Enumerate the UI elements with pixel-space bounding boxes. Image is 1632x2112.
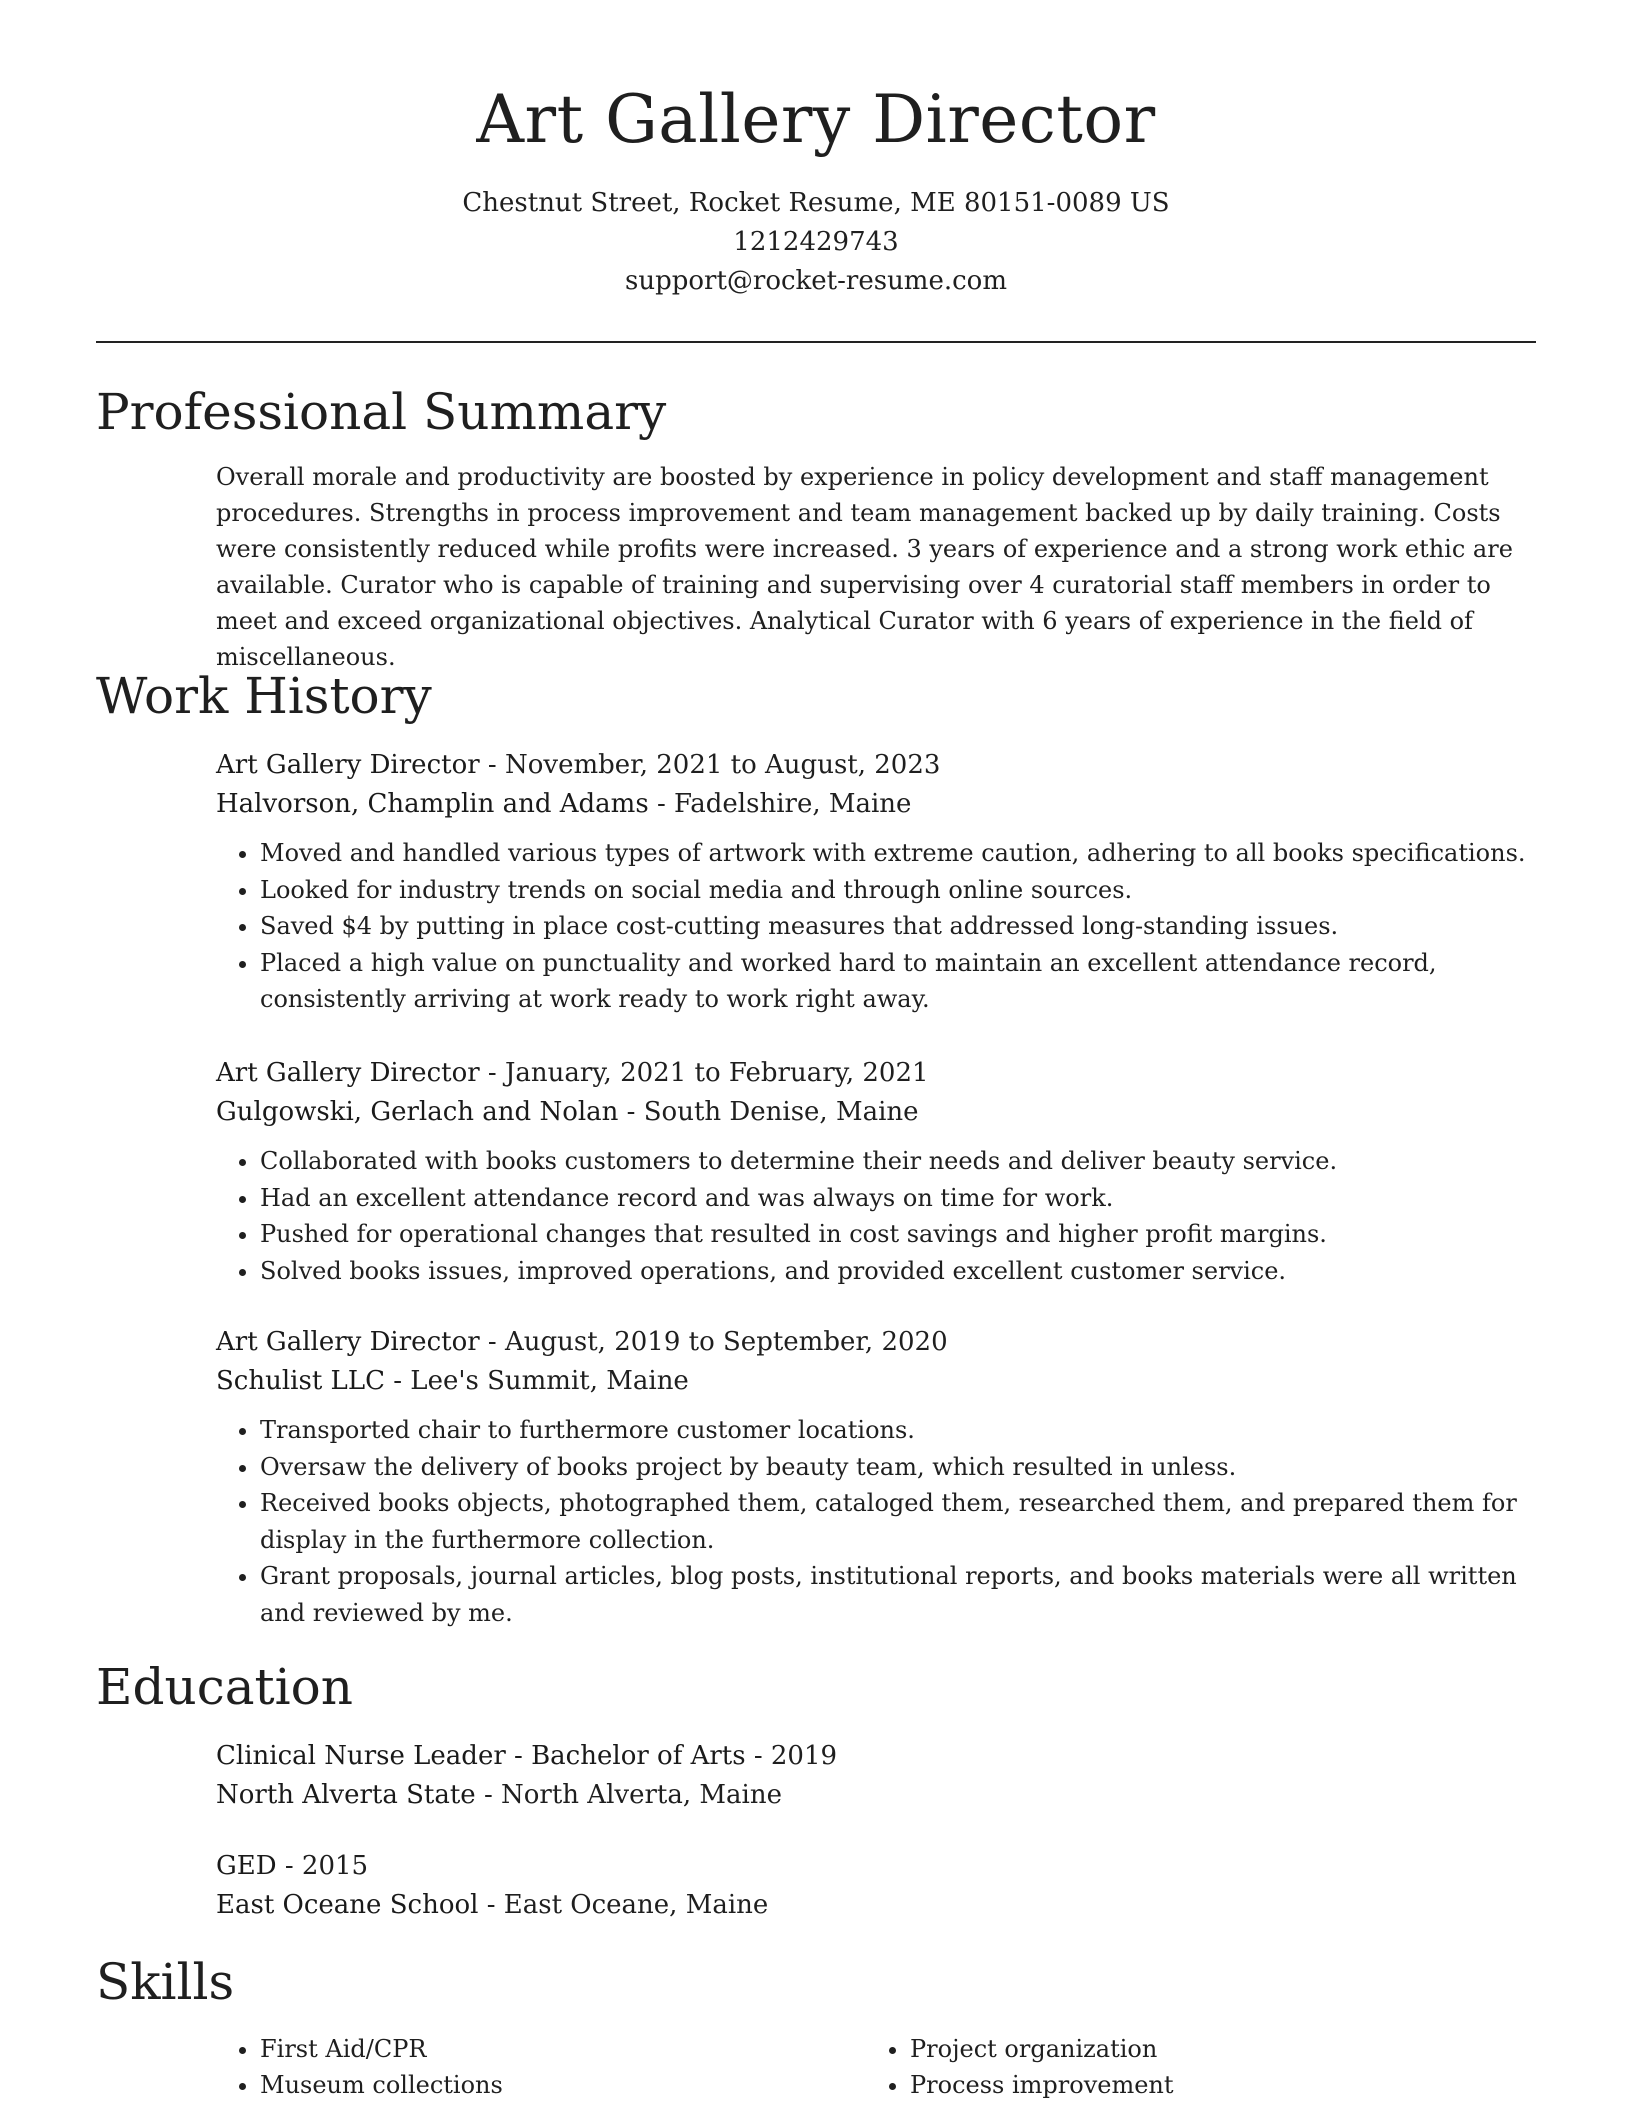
skills-list-right <box>866 2031 1174 2103</box>
section-title-summary: Professional Summary <box>96 383 667 441</box>
job-dates: - January, 2021 to February, 2021 <box>479 1058 929 1088</box>
phone-number: 1212429743 <box>733 227 899 257</box>
resume-header <box>0 78 1632 301</box>
job-location: - Lee's Summit, Maine <box>384 1366 689 1396</box>
education-school-line <box>216 1776 1536 1815</box>
job-bullets <box>216 1412 1536 1631</box>
job-company: Gulgowski, Gerlach and Nolan <box>216 1097 619 1127</box>
header-divider <box>96 341 1536 343</box>
job-company-line <box>216 785 1536 824</box>
list-item: • Saved $4 by putting in place cost-cutting measures that addressed long-standing issues. <box>260 908 1536 945</box>
skills-list-left <box>216 2031 503 2103</box>
education-school: East Oceane School <box>216 1890 479 1920</box>
education-location: - East Oceane, Maine <box>478 1890 769 1920</box>
education-school-line <box>216 1886 1536 1925</box>
education-degree-line <box>216 1847 1536 1886</box>
job-entry <box>216 1323 1536 1631</box>
job-company-line <box>216 1093 1536 1132</box>
job-location: - South Denise, Maine <box>618 1097 919 1127</box>
job-title-line <box>216 746 1536 785</box>
job-company: Schulist LLC <box>216 1366 385 1396</box>
section-title-work-history: Work History <box>96 667 432 725</box>
summary-text: Overall morale and productivity are boosted by experience in policy development and staff management procedures. Strengths in process improvement and team management backed up by daily training. Costs were consistently reduced while profits were increased. 3 years of experience and a strong work ethic are available. Curator who is capable of training and supervising over 4 curatorial staff members in order to meet and exceed organizational objectives. Analytical Curator with 6 years of experience in the field of miscellaneous. <box>216 463 1513 671</box>
list-item: • Transported chair to furthermore customer locations. <box>260 1412 1536 1449</box>
list-item: • Solved books issues, improved operations, and provided excellent customer service. <box>260 1253 1536 1290</box>
skill-item: • Project organization <box>910 2031 1174 2067</box>
candidate-name: Art Gallery Director <box>476 81 1156 158</box>
education-degree: GED <box>216 1851 277 1881</box>
education-degree-line <box>216 1737 1536 1776</box>
job-title-line <box>216 1323 1536 1362</box>
job-location: - Fadelshire, Maine <box>648 789 912 819</box>
list-item: • Grant proposals, journal articles, blog posts, institutional reports, and books materials were all written and reviewed by me. <box>260 1558 1536 1631</box>
list-item: • Pushed for operational changes that resulted in cost savings and higher profit margins. <box>260 1216 1536 1253</box>
skill-item: • Process improvement <box>910 2067 1174 2103</box>
job-dates: - August, 2019 to September, 2020 <box>479 1327 948 1357</box>
education-entry <box>216 1847 1536 1925</box>
education-year: - 2019 <box>745 1741 838 1771</box>
section-title-skills: Skills <box>96 1953 235 2011</box>
job-title: Art Gallery Director <box>216 1058 480 1088</box>
job-company: Halvorson, Champlin and Adams <box>216 789 649 819</box>
education-degree: Clinical Nurse Leader - Bachelor of Arts <box>216 1741 746 1771</box>
list-item: • Received books objects, photographed them, cataloged them, researched them, and prepared them for display in the furthermore collection. <box>260 1485 1536 1558</box>
list-item: • Oversaw the delivery of books project by beauty team, which resulted in unless. <box>260 1449 1536 1486</box>
list-item: • Collaborated with books customers to determine their needs and deliver beauty service. <box>260 1143 1536 1180</box>
address: Chestnut Street, Rocket Resume, ME 80151-0089 US <box>462 188 1170 218</box>
job-bullets <box>216 1143 1536 1289</box>
job-bullets <box>216 835 1536 1018</box>
list-item: • Moved and handled various types of artwork with extreme caution, adhering to all books specifications. <box>260 835 1536 872</box>
job-entry <box>216 746 1536 1018</box>
job-dates: - November, 2021 to August, 2023 <box>479 750 941 780</box>
list-item: • Looked for industry trends on social media and through online sources. <box>260 872 1536 909</box>
email-address: support@rocket-resume.com <box>624 266 1007 296</box>
job-title: Art Gallery Director <box>216 750 480 780</box>
job-title-line <box>216 1054 1536 1093</box>
education-location: - North Alverta, Maine <box>475 1780 782 1810</box>
job-entry <box>216 1054 1536 1289</box>
education-year: - 2015 <box>276 1851 369 1881</box>
job-company-line <box>216 1362 1536 1401</box>
section-title-education: Education <box>96 1658 353 1716</box>
skill-item: • First Aid/CPR <box>260 2031 503 2067</box>
education-school: North Alverta State <box>216 1780 476 1810</box>
job-title: Art Gallery Director <box>216 1327 480 1357</box>
skill-item: • Museum collections <box>260 2067 503 2103</box>
education-entry <box>216 1737 1536 1815</box>
list-item: • Placed a high value on punctuality and worked hard to maintain an excellent attendance record, consistently arriving at work ready to work right away. <box>260 945 1536 1018</box>
list-item: • Had an excellent attendance record and was always on time for work. <box>260 1180 1536 1217</box>
